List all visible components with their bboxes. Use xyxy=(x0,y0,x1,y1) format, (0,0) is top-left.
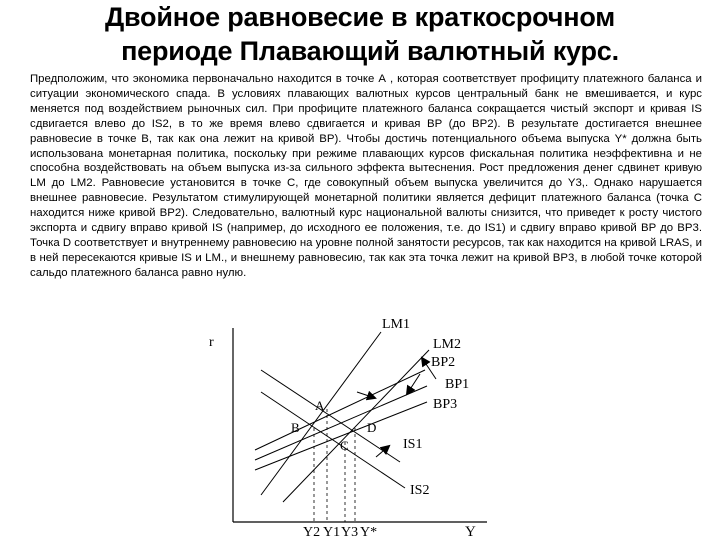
label-lm1: LM1 xyxy=(382,317,410,332)
body-paragraph: Предположим, что экономика первоначально находится в точке А , которая соответствует профициту платежного баланса и ситуации экономического спада. В условиях плавающих валютных курсов центральный банк не вмешивается, и курс меняется под воздействием рыночных сил. При профиците платежного баланса сокращается чистый экспорт и кривая IS сдвигается влево до IS2, в то же время влево сдвигается и кривая BP (до BP2). В результате достигается внешнее равновесие в точке В, так как она лежит на кривой BP). Чтобы достичь потенциального объема выпуска Y* должна быть использована монетарная политика, поскольку при режиме плавающих курсов фискальная политика неэффективна и не способна воздействовать на объем выпуска из-за сильного эффекта вытеснения. Рост предложения денег сдвинет кривую LM до LM2. Равновесие установится в точке С, где совокупный объем выпуска увеличится до Y3,. Однако нарушается внешнее равновесие. Результатом стимулирующей монетарной политики является дефицит платежного баланса (точка С находится ниже кривой BP2). Следовательно, валютный курс национальной валюты снизится, что приведет к росту чистого экспорта и сдвигу вправо кривой IS (например, до исходного ее положения, т.е. до IS1) и сдвигу вправо кривой BP до BP3. Точка D соответствует и внутреннему равновесию на уровне полной занятости ресурсов, так как находится на кривой LRAS, и в ней пересекаются кривые IS и LM., и внешнему равновесию, так как эта точка лежит на кривой BP3, в любой точке которой сальдо платежного баланса равно нулю. xyxy=(30,73,703,279)
bp3-curve xyxy=(255,402,427,470)
bp-right-shift-arrow xyxy=(407,374,420,394)
x-tick-y2: Y2 xyxy=(303,525,321,538)
label-is1: IS1 xyxy=(403,437,423,452)
x-tick-ystar: Y* xyxy=(360,525,378,538)
point-b-label: B xyxy=(291,420,300,435)
x-tick-y1: Y1 xyxy=(323,525,341,538)
point-c-label: C xyxy=(340,438,349,453)
label-is2: IS2 xyxy=(410,483,430,498)
point-d-label: D xyxy=(367,420,377,435)
label-lm2: LM2 xyxy=(433,337,461,352)
slide-title xyxy=(0,0,720,68)
is-lm-bp-diagram xyxy=(195,310,495,538)
title-line-2: периоде Плавающий валютный курс. xyxy=(121,36,619,66)
label-bp1: BP1 xyxy=(445,377,470,392)
label-bp3: BP3 xyxy=(433,397,458,412)
label-bp2: BP2 xyxy=(431,355,456,370)
x-tick-y3: Y3 xyxy=(341,525,359,538)
is2-curve xyxy=(261,392,405,488)
x-axis-label: Y xyxy=(465,524,476,538)
title-line-1: Двойное равновесие в краткосрочном xyxy=(104,2,616,32)
y-axis-label: r xyxy=(209,335,214,350)
point-a-label: A xyxy=(315,398,325,413)
